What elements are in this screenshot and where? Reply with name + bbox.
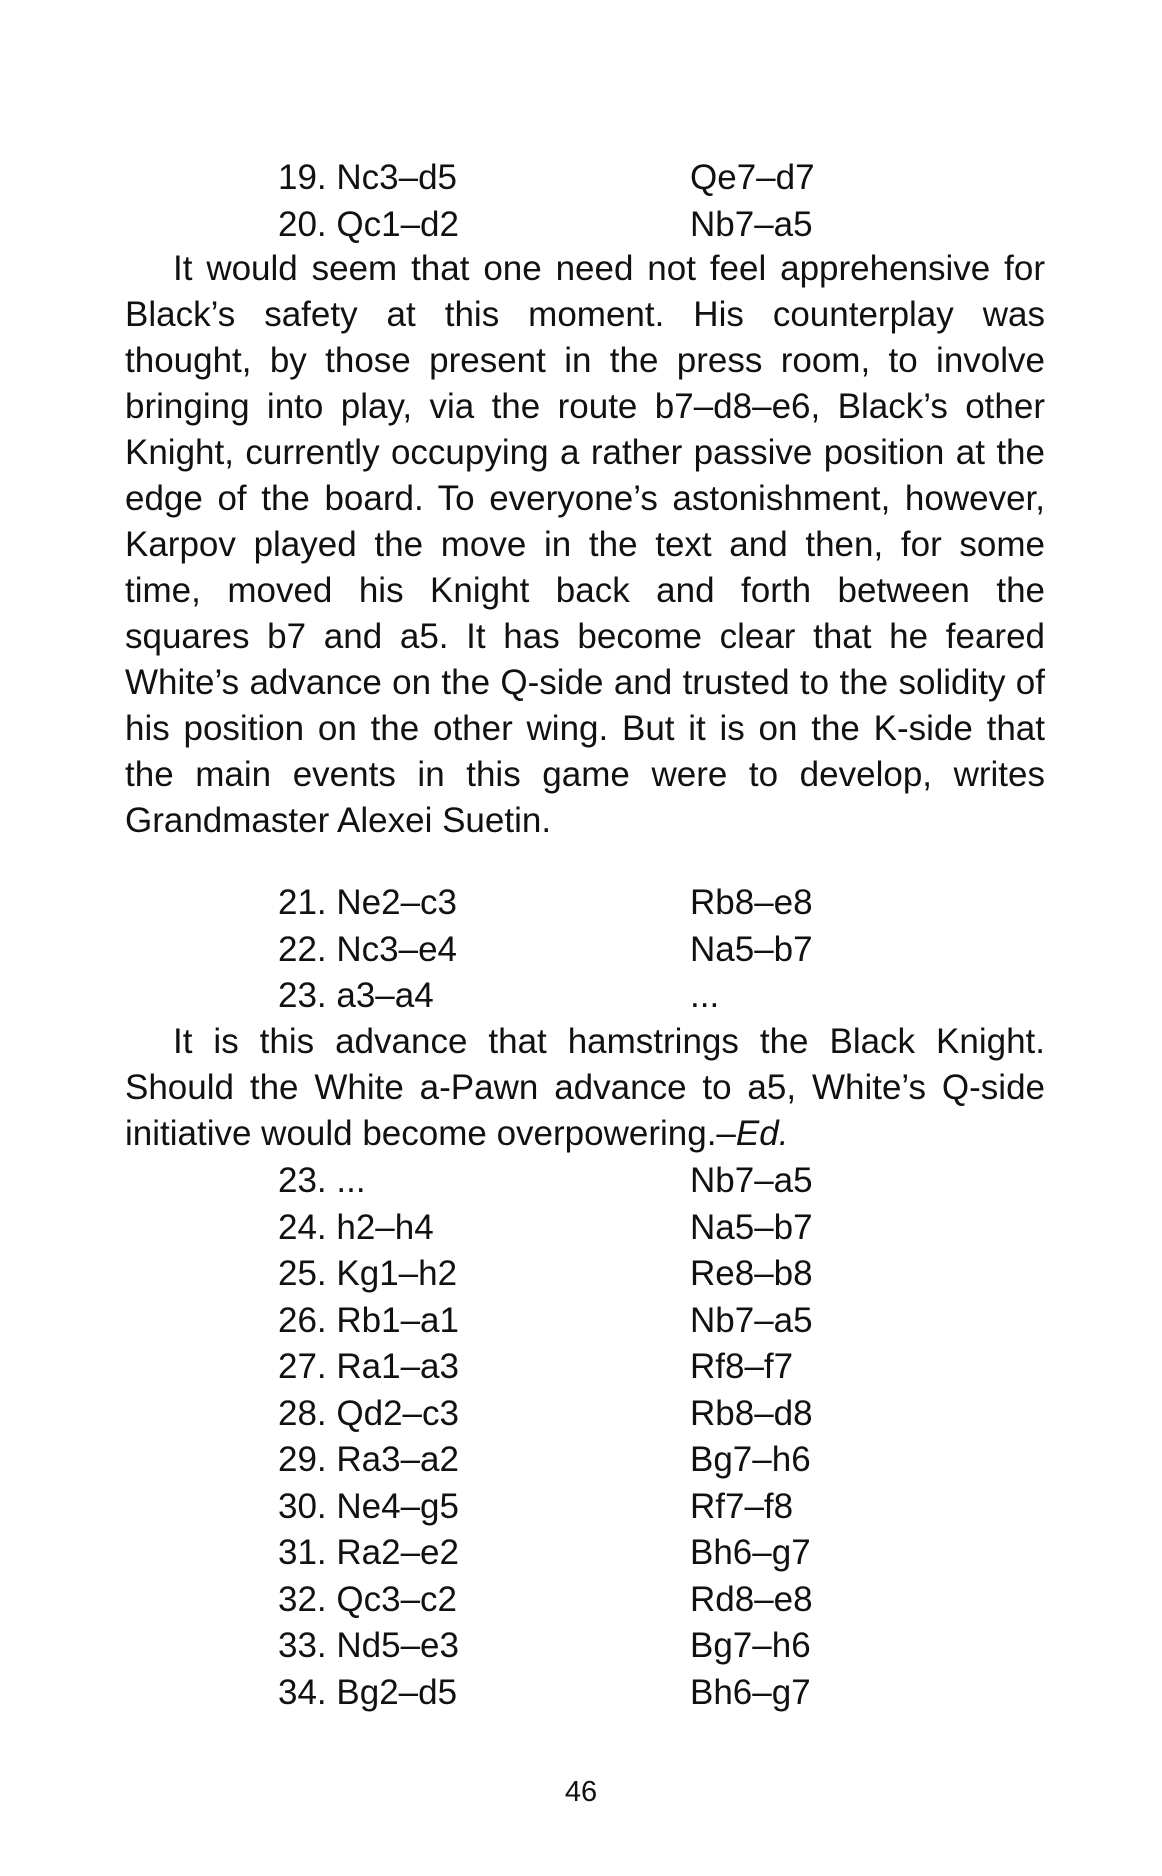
move-row: [0, 1158, 1162, 1205]
move-row: [0, 155, 1162, 202]
black-move: Rd8–e8: [690, 1579, 813, 1619]
white-move: 33. Nd5–e3: [278, 1626, 459, 1665]
commentary-paragraph-1: It would seem that one need not feel apprehensive for Black’s safety at this moment. His counterplay was thought, by those present in the press room, to involve bringing into play, via the route b7–d8–e6, Black’s other Knight, currently occupying a rather passive position at the edge of the board. To everyone’s astonishment, however, Karpov played the move in the text and then, for some time, moved his Knight back and forth between the squares b7 and a5. It has become clear that he feared White’s advance on the Q-side and trusted to the solidity of his position on the other wing. But it is on the K-side that the main events in this game were to develop, writes Grandmaster Alexei Suetin.: [125, 249, 1045, 840]
black-move: Na5–b7: [690, 1207, 813, 1247]
move-row: [0, 1577, 1162, 1624]
white-move: 19. Nc3–d5: [278, 158, 458, 197]
move-row: [0, 880, 1162, 927]
page-number: 46: [564, 1776, 598, 1808]
move-row: [0, 1205, 1162, 1252]
commentary-text: It is this advance that hamstrings the Black Knight. Should the White a-Pawn advance to a5, White’s Q-side initiative would become overpowering.–: [125, 1022, 1045, 1153]
white-move: 25. Kg1–h2: [278, 1254, 458, 1293]
white-move: 32. Qc3–c2: [278, 1579, 457, 1619]
move-list-1: [0, 155, 1162, 248]
black-move: Bg7–h6: [690, 1440, 811, 1479]
commentary-paragraph-2: [125, 1019, 1045, 1157]
move-row: [0, 1391, 1162, 1438]
white-move: 22. Nc3–e4: [278, 929, 458, 969]
black-move: Rb8–e8: [690, 883, 813, 922]
white-move: 23. a3–a4: [278, 976, 434, 1015]
move-row: [0, 1298, 1162, 1345]
move-row: [0, 973, 1162, 1020]
white-move: 20. Qc1–d2: [278, 204, 459, 244]
move-row: [0, 202, 1162, 249]
move-list-2: [0, 880, 1162, 1020]
move-row: [0, 1437, 1162, 1484]
black-move: Nb7–a5: [690, 1300, 813, 1340]
black-move: Bg7–h6: [690, 1626, 811, 1665]
move-row: [0, 1670, 1162, 1717]
move-row: [0, 1623, 1162, 1670]
black-move: Bh6–g7: [690, 1533, 811, 1572]
black-move: Nb7–a5: [690, 204, 813, 244]
black-move: ...: [690, 976, 720, 1015]
white-move: 28. Qd2–c3: [278, 1393, 459, 1433]
black-move: Rf8–f7: [690, 1347, 794, 1386]
white-move: 29. Ra3–a2: [278, 1440, 459, 1479]
move-row: [0, 1484, 1162, 1531]
move-row: [0, 1344, 1162, 1391]
white-move: 21. Ne2–c3: [278, 883, 458, 922]
black-move: Rf7–f8: [690, 1486, 794, 1526]
black-move: Bh6–g7: [690, 1672, 811, 1712]
white-move: 34. Bg2–d5: [278, 1672, 458, 1712]
editor-note: Ed.: [735, 1114, 789, 1153]
black-move: Nb7–a5: [690, 1161, 813, 1200]
move-list-3: [0, 1158, 1162, 1716]
move-row: [0, 927, 1162, 974]
move-row: [0, 1251, 1162, 1298]
white-move: 27. Ra1–a3: [278, 1347, 459, 1386]
white-move: 30. Ne4–g5: [278, 1486, 459, 1526]
black-move: Rb8–d8: [690, 1393, 813, 1433]
black-move: Qe7–d7: [690, 158, 815, 197]
white-move: 26. Rb1–a1: [278, 1300, 459, 1340]
move-row: [0, 1530, 1162, 1577]
black-move: Re8–b8: [690, 1254, 813, 1293]
white-move: 23. ...: [278, 1161, 366, 1200]
black-move: Na5–b7: [690, 929, 813, 969]
white-move: 31. Ra2–e2: [278, 1533, 459, 1572]
white-move: 24. h2–h4: [278, 1207, 434, 1247]
